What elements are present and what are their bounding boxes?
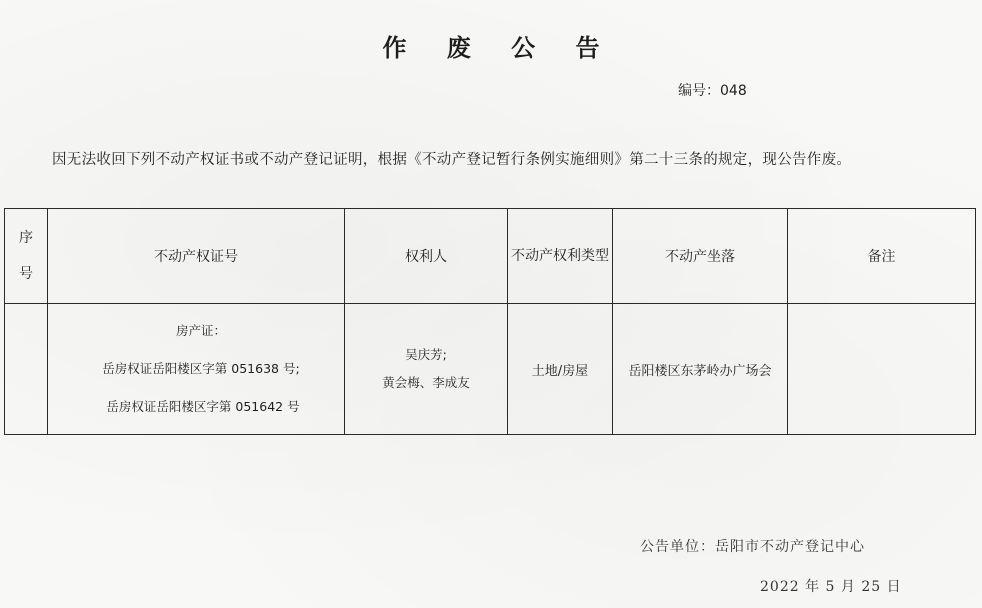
document-number-label: 编号： bbox=[678, 83, 720, 99]
cell-remark bbox=[788, 304, 976, 435]
table-header-row bbox=[5, 209, 976, 304]
issue-date: 2022 年 5 月 25 日 bbox=[760, 579, 902, 595]
header-seq bbox=[5, 209, 48, 304]
header-location: 不动产坐落 bbox=[613, 209, 788, 304]
header-right-type: 不动产权利类型 bbox=[508, 209, 613, 304]
cert-line: 房产证： bbox=[175, 323, 226, 338]
document-number bbox=[678, 80, 747, 100]
header-remark: 备注 bbox=[788, 209, 976, 304]
table-row bbox=[5, 304, 976, 435]
cell-location: 岳阳楼区东茅岭办广场会 bbox=[613, 304, 788, 435]
cell-cert-no bbox=[48, 304, 345, 435]
cell-holder bbox=[345, 304, 508, 435]
holder-line: 吴庆芳; bbox=[405, 347, 447, 362]
header-cert-no: 不动产权证号 bbox=[48, 209, 345, 304]
page-title: 作 废 公 告 bbox=[382, 34, 616, 62]
intro-paragraph: 因无法收回下列不动产权证书或不动产登记证明，根据《不动产登记暂行条例实施细则》第二十三条的规定，现公告作废。 bbox=[52, 152, 852, 168]
cert-line: 岳房权证岳阳楼区字第 051638 号; bbox=[102, 361, 300, 376]
holder-line: 黄会梅、李成友 bbox=[382, 375, 470, 390]
header-seq-line2: 号 bbox=[19, 266, 33, 282]
cell-right-type: 土地/房屋 bbox=[508, 304, 613, 435]
document-number-value: 048 bbox=[720, 83, 747, 99]
header-seq-line1: 序 bbox=[19, 230, 33, 246]
void-certificate-table bbox=[4, 208, 976, 435]
issuing-unit: 公告单位：岳阳市不动产登记中心 bbox=[640, 539, 865, 555]
cell-seq bbox=[5, 304, 48, 435]
header-holder: 权利人 bbox=[345, 209, 508, 304]
cert-line: 岳房权证岳阳楼区字第 051642 号 bbox=[106, 399, 300, 414]
